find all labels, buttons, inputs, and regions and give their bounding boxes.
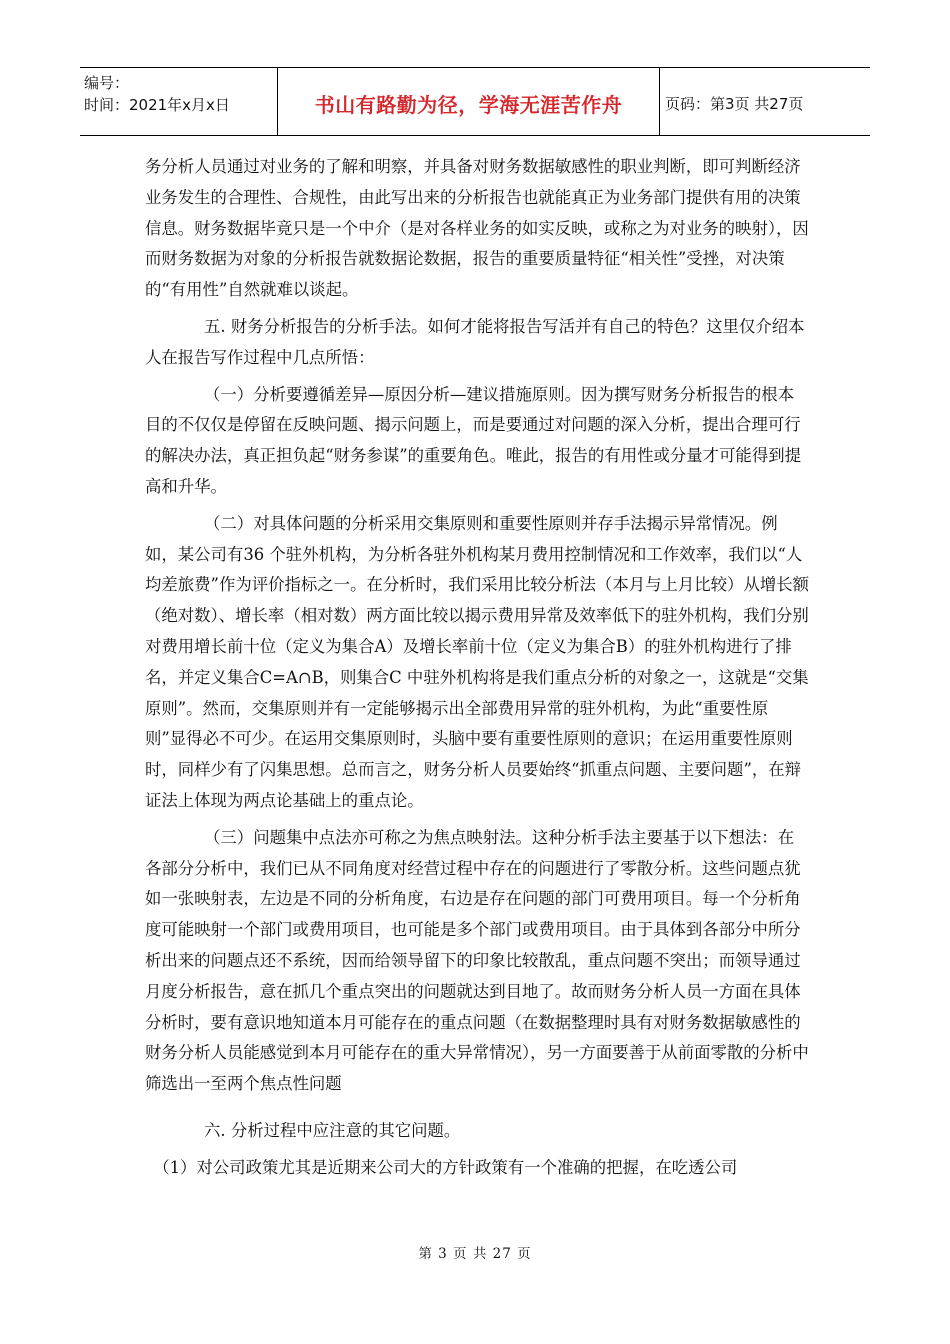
paragraph-continued: 务分析人员通过对业务的了解和明察，并具备对财务数据敏感性的职业判断，即可判断经济业务发生的合理性、合规性，由此写出来的分析报告也就能真正为业务部门提供有用的决策信息。财务数据毕竟只是一个中介（是对各样业务的如实反映，或称之为对业务的映射），因而财务数据为对象的分析报告就数据论数据，报告的重要质量特征“相关性”受挫，对决策的“有用性”自然就难以谈起。 [145,157,809,300]
header-motto: 书山有路勤为径，学海无涯苦作舟 [314,93,623,117]
document-number-label: 编号： [84,74,130,92]
subsection-three-paragraph: （三）问题集中点法亦可称之为焦点映射法。这种分析手法主要基于以下想法：在各部分分析中，我们已从不同角度对经营过程中存在的问题进行了零散分析。这些问题点犹如一张映射表，左边是不同的分析角度，右边是存在问题的部门可费用项目。每一个分析角度可能映射一个部门或费用项目，也可能是多个部门或费用项目。由于具体到各部分中所分析出来的问题点还不系统，因而给领导留下的印象比较散乱，重点问题不突出；而领导通过月度分析报告，意在抓几个重点突出的问题就达到目地了。故而财务分析人员一方面在具体分析时，要有意识地知道本月可能存在的重点问题（在数据整理时具有对财务数据敏感性的财务分析人员能感觉到本月可能存在的重大异常情况），另一方面要善于从前面零散的分析中筛选出一至两个焦点性问题 [145,827,809,1094]
section-five-paragraph: 五. 财务分析报告的分析手法。如何才能将报告写活并有自己的特色？这里仅介绍本人在报告写作过程中几点所悟： [145,316,805,367]
header-divider [659,68,660,135]
page-footer: 第 3 页 共 27 页 [418,1246,532,1262]
subsection-two-paragraph: （二）对具体问题的分析采用交集原则和重要性原则并存手法揭示异常情况。例如，某公司有36 个驻外机构，为分析各驻外机构某月费用控制情况和工作效率，我们以“人均差旅费”作为评价指标之一。在分析时，我们采用比较分析法（本月与上月比较）从增长额（绝对数）、增长率（相对数）两方面比较以揭示费用异常及效率低下的驻外机构，我们分别对费用增长前十位（定义为集合A）及增长率前十位（定义为集合B）的驻外机构进行了排名，并定义集合C=A∩B，则集合C 中驻外机构将是我们重点分析的对象之一，这就是“交集原则”。然而，交集原则并有一定能够揭示出全部费用异常的驻外机构，为此“重要性原则”显得必不可少。在运用交集原则时，头脑中要有重要性原则的意识；在运用重要性原则 时，同样少有了闪集思想。总而言之，财务分析人员要始终“抓重点问题、主要问题”，在辩证法上体现为两点论基础上的重点论。 [145,513,810,810]
header-page-info: 页码：第3页 共27页 [665,95,804,113]
page-header [80,67,870,136]
subsection-one-paragraph: （一）分析要遵循差异—原因分析—建议措施原则。因为撰写财务分析报告的根本目的不仅仅是停留在反映问题、揭示问题上，而是要通过对问题的深入分析，提出合理可行的解决办法，真正担负起“财务参谋”的重要角色。唯此，报告的有用性或分量才可能得到提高和升华。 [145,384,801,496]
section-six-heading: 六. 分析过程中应注意的其它问题。 [204,1120,461,1140]
document-body [145,152,809,1184]
document-date: 时间：2021年x月x日 [84,96,230,114]
item-one-paragraph: （1）对公司政策尤其是近期来公司大的方针政策有一个准确的把握，在吃透公司 [153,1157,738,1177]
header-meta [80,68,276,135]
